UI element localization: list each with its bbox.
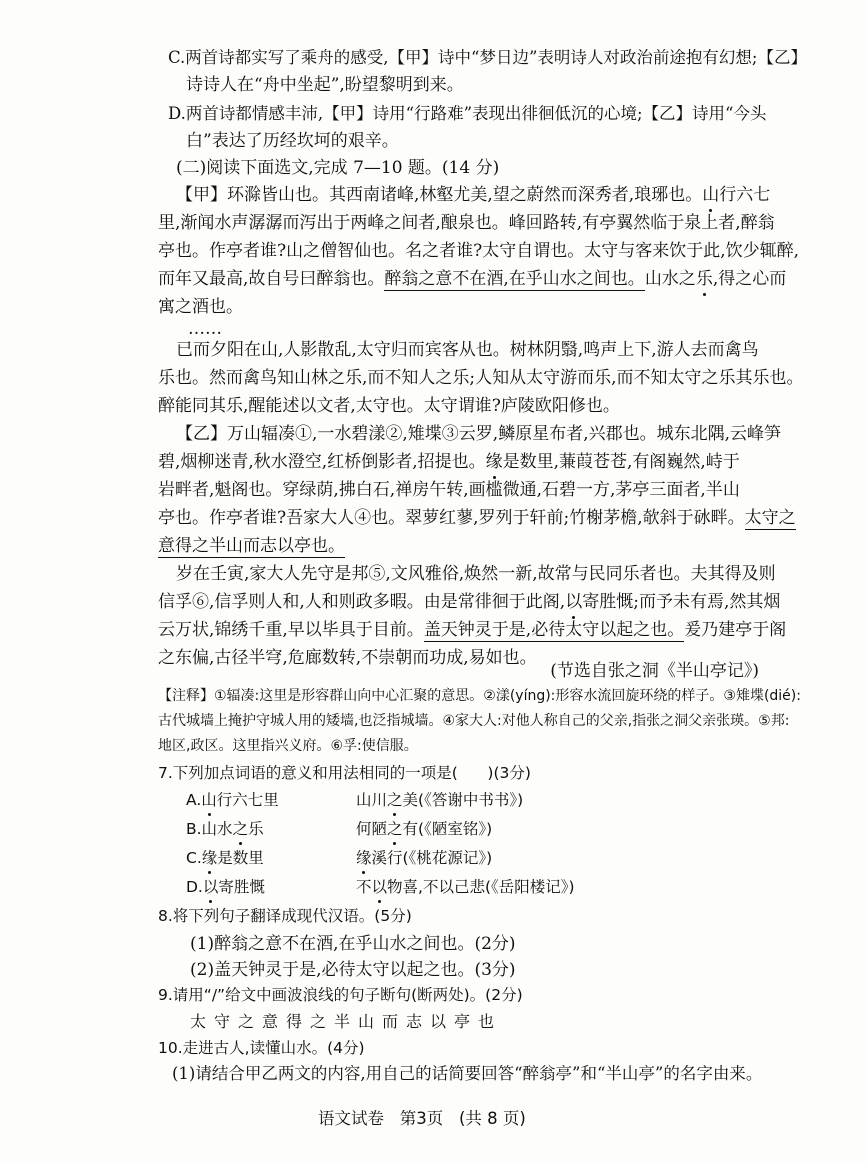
q8-sentence-1: (1)醉翁之意不在酒,在乎山水之间也。(2分) (190, 934, 516, 954)
yi-line-1: 【乙】万山辐凑①,一水碧漾②,雉堞③云罗,鳞原星布者,兴郡也。城东北隅,云峰笋 (176, 424, 782, 444)
dotted-char-yi: 以 (565, 592, 583, 612)
q8-sentence-2: (2)盖天钟灵于是,必待太守以起之也。(3分) (190, 960, 516, 980)
exam-page: C.两首诗都实写了乘舟的感受,【甲】诗中“梦日边”表明诗人对政治前途抱有幻想;【乙】 诗诗人在“舟中坐起”,盼望黎明到来。 D.两首诗都情感丰沛,【甲】诗用“行路难”表现出徘徊低沉的心境;【乙】诗用“今头 白”表达了历经坎坷的艰辛。 (二)阅读下面选文,完成 7—10 题。(14 分) 【甲】环滁皆山也。其西南诸峰,林壑尤美,望之蔚然而深秀者,琅琊也。山行六七 里,渐闻水声潺潺而泻出于两峰之间者,酿泉也。峰回路转,有亭翼然临于泉上者,醉翁 亭也。作亭者谁?山之僧智仙也。名之者谁?太守自谓也。太守与客来饮于此,饮少辄醉, 而年又最高,故自号曰醉翁也。醉翁之意不在酒,在乎山水之间也。山水之乐,得之心而 寓之酒也。 …… 已而夕阳在山,人影散乱,太守归而宾客从也。树林阴翳,鸣声上下,游人去而禽鸟 乐也。然而禽鸟知山林之乐,而不知人之乐;人知从太守游而乐,而不知太守之乐其乐也。 醉能同其乐,醒能述以文者,太守也。太守谓谁?庐陵欧阳修也。 【乙】万山辐凑①,一水碧漾②,雉堞③云罗,鳞原星布者,兴郡也。城东北隅,云峰笋 碧,烟柳迷青,秋水澄空,红桥倒影者,招提也。缘是数里,蒹葭苍苍,有阁巍然,峙于 岩畔者,魁阁也。穿绿荫,拂白石,禅房午转,画槛微通,石碧一方,茅亭三面者,半山 亭也。作亭者谁?吾家大人④也。翠萝红蓼,罗列于轩前;竹榭茅檐,欹斜于砅畔。太守之 意得之半山而志以亭也。 岁在壬寅,家大人先守是邦⑤,文风雅俗,焕然一新,故常与民同乐者也。夫其得及则 信孚⑥,信孚则人和,人和则政多暇。由是常徘徊于此阁,以寄胜慨;而予未有焉,然其烟 云万状,锦绣千重,早以毕具于目前。盖天钟灵于是,必待太守以起之也。爰乃建亭于阁 之东偏,古径半穹,危廊数转,不崇朝而功成,易如也。 (节选自张之洞《半山亭记》) 【注释】①辐凑:这里是形容群山向中心汇聚的意思。②漾(yíng):形容水流回旋环绕的样子。③雉堞(dié): 古代城墙上掩护守城人用的矮墙,也泛指城墙。④家大人:对他人称自己的父亲,指张之洞父亲张瑛。⑤邦: 地区,政区。这里指兴义府。⑥孚:使信服。 7.下列加点词语的意义和用法相同的一项是( )(3分) A.山行六七里 山川之美(《答谢中书书》) B.山水之乐 何陋之有(《陋室铭》) C.缘是数里 缘溪行(《桃花源记》) D.以寄胜慨 不以物喜,不以己悲(《岳阳楼记》) 8.将下列句子翻译成现代汉语。(5分) (1)醉翁之意不在酒,在乎山水之间也。(2分) (2)盖天钟灵于是,必待太守以起之也。(3分) 9.请用“/”给文中画波浪线的句子断句(断两处)。(2分) 太守之意得之半山而志以亭也 10.走进古人,读懂山水。(4分) (1)请结合甲乙两文的内容,用自己的话简要回答“醉翁亭”和“半山亭”的名字由来。 语文试卷 第3页 (共 8 页) (0, 0, 867, 1163)
jia-line-4: 而年又最高,故自号曰醉翁也。醉翁之意不在酒,在乎山水之间也。山水之乐,得之心而 (158, 269, 787, 289)
option-d-line2: 白”表达了历经坎坷的艰辛。 (186, 131, 399, 151)
underlined-sentence-gaitian: 盖天钟灵于是,必待太守以起之也。 (423, 620, 685, 640)
q9-stem: 9.请用“/”给文中画波浪线的句子断句(断两处)。(2分) (158, 986, 523, 1004)
notes-line-1: 【注释】①辐凑:这里是形容群山向中心汇聚的意思。②漾(yíng):形容水流回旋环绕的样子。③雉堞(dié): (158, 688, 801, 704)
option-c-line2: 诗诗人在“舟中坐起”,盼望黎明到来。 (186, 75, 464, 95)
q7-stem: 7.下列加点词语的意义和用法相同的一项是( )(3分) (158, 764, 531, 782)
q10-subquestion-1: (1)请结合甲乙两文的内容,用自己的话简要回答“醉翁亭”和“半山亭”的名字由来。 (172, 1064, 763, 1083)
q10-stem: 10.走进古人,读懂山水。(4分) (158, 1039, 365, 1057)
page-footer: 语文试卷 第3页 (共 8 页) (318, 1109, 526, 1128)
jia-line-1: 【甲】环滁皆山也。其西南诸峰,林壑尤美,望之蔚然而深秀者,琅琊也。山行六七 (176, 185, 771, 205)
jia-line-7: 乐也。然而禽鸟知山林之乐,而不知人之乐;人知从太守游而乐,而不知太守之乐其乐也。 (158, 368, 804, 388)
option-c-line1: C.两首诗都实写了乘舟的感受,【甲】诗中“梦日边”表明诗人对政治前途抱有幻想;【乙】 (168, 48, 807, 67)
jia-line-2: 里,渐闻水声潺潺而泻出于两峰之间者,酿泉也。峰回路转,有亭翼然临于泉上者,醉翁 (158, 213, 775, 233)
yi-line-4: 亭也。作亭者谁?吾家大人④也。翠萝红蓼,罗列于轩前;竹榭茅檐,欹斜于砅畔。太守之 (158, 508, 796, 528)
dotted-char-le: 乐 (695, 269, 713, 289)
dotted-char-yuan: 缘 (485, 452, 503, 472)
jia-line-8: 醉能同其乐,醒能述以文者,太守也。太守谓谁?庐陵欧阳修也。 (158, 396, 620, 416)
jia-line-5: 寓之酒也。 (158, 297, 243, 317)
source-citation: (节选自张之洞《半山亭记》) (550, 661, 759, 681)
yi-line-2: 碧,烟柳迷青,秋水澄空,红桥倒影者,招提也。缘是数里,蒹葭苍苍,有阁巍然,峙于 (158, 452, 740, 472)
jia-line-3: 亭也。作亭者谁?山之僧智仙也。名之者谁?太守自谓也。太守与客来饮于此,饮少辄醉, (158, 241, 800, 261)
yi-line-9: 之东偏,古径半穹,危廊数转,不崇朝而功成,易如也。 (158, 648, 537, 668)
notes-line-3: 地区,政区。这里指兴义府。⑥孚:使信服。 (158, 738, 418, 754)
underlined-sentence-taishou-part1: 太守之 (744, 508, 796, 528)
yi-line-8: 云万状,锦绣千重,早以毕具于目前。盖天钟灵于是,必待太守以起之也。爰乃建亭于阁 (158, 620, 787, 640)
dotted-char-shan: 山 (702, 185, 720, 205)
yi-line-6: 岁在壬寅,家大人先守是邦⑤,文风雅俗,焕然一新,故常与民同乐者也。夫其得及则 (176, 564, 776, 584)
notes-line-2: 古代城墙上掩护守城人用的矮墙,也泛指城墙。④家大人:对他人称自己的父亲,指张之洞父亲张瑛。⑤邦: (158, 713, 790, 729)
yi-line-3: 岩畔者,魁阁也。穿绿荫,拂白石,禅房午转,画槛微通,石碧一方,茅亭三面者,半山 (158, 480, 740, 500)
option-d-line1: D.两首诗都情感丰沛,【甲】诗用“行路难”表现出徘徊低沉的心境;【乙】诗用“今头 (168, 104, 767, 123)
yi-line-5 (158, 538, 345, 555)
ellipsis: …… (188, 319, 222, 339)
section2-heading: (二)阅读下面选文,完成 7—10 题。(14 分) (176, 158, 500, 178)
underlined-sentence-taishou-part2: 意得之半山而志以亭也。 (158, 536, 345, 556)
q8-stem: 8.将下列句子翻译成现代汉语。(5分) (158, 907, 412, 925)
yi-line-7: 信孚⑥,信孚则人和,人和则政多暇。由是常徘徊于此阁,以寄胜慨;而予未有焉,然其烟 (158, 592, 781, 612)
q9-sentence-to-punctuate[interactable]: 太守之意得之半山而志以亭也 (190, 1012, 503, 1031)
underlined-sentence-zuiweng: 醉翁之意不在酒,在乎山水之间也。 (384, 269, 645, 289)
jia-line-6: 已而夕阳在山,人影散乱,太守归而宾客从也。树林阴翳,鸣声上下,游人去而禽鸟 (176, 340, 759, 360)
